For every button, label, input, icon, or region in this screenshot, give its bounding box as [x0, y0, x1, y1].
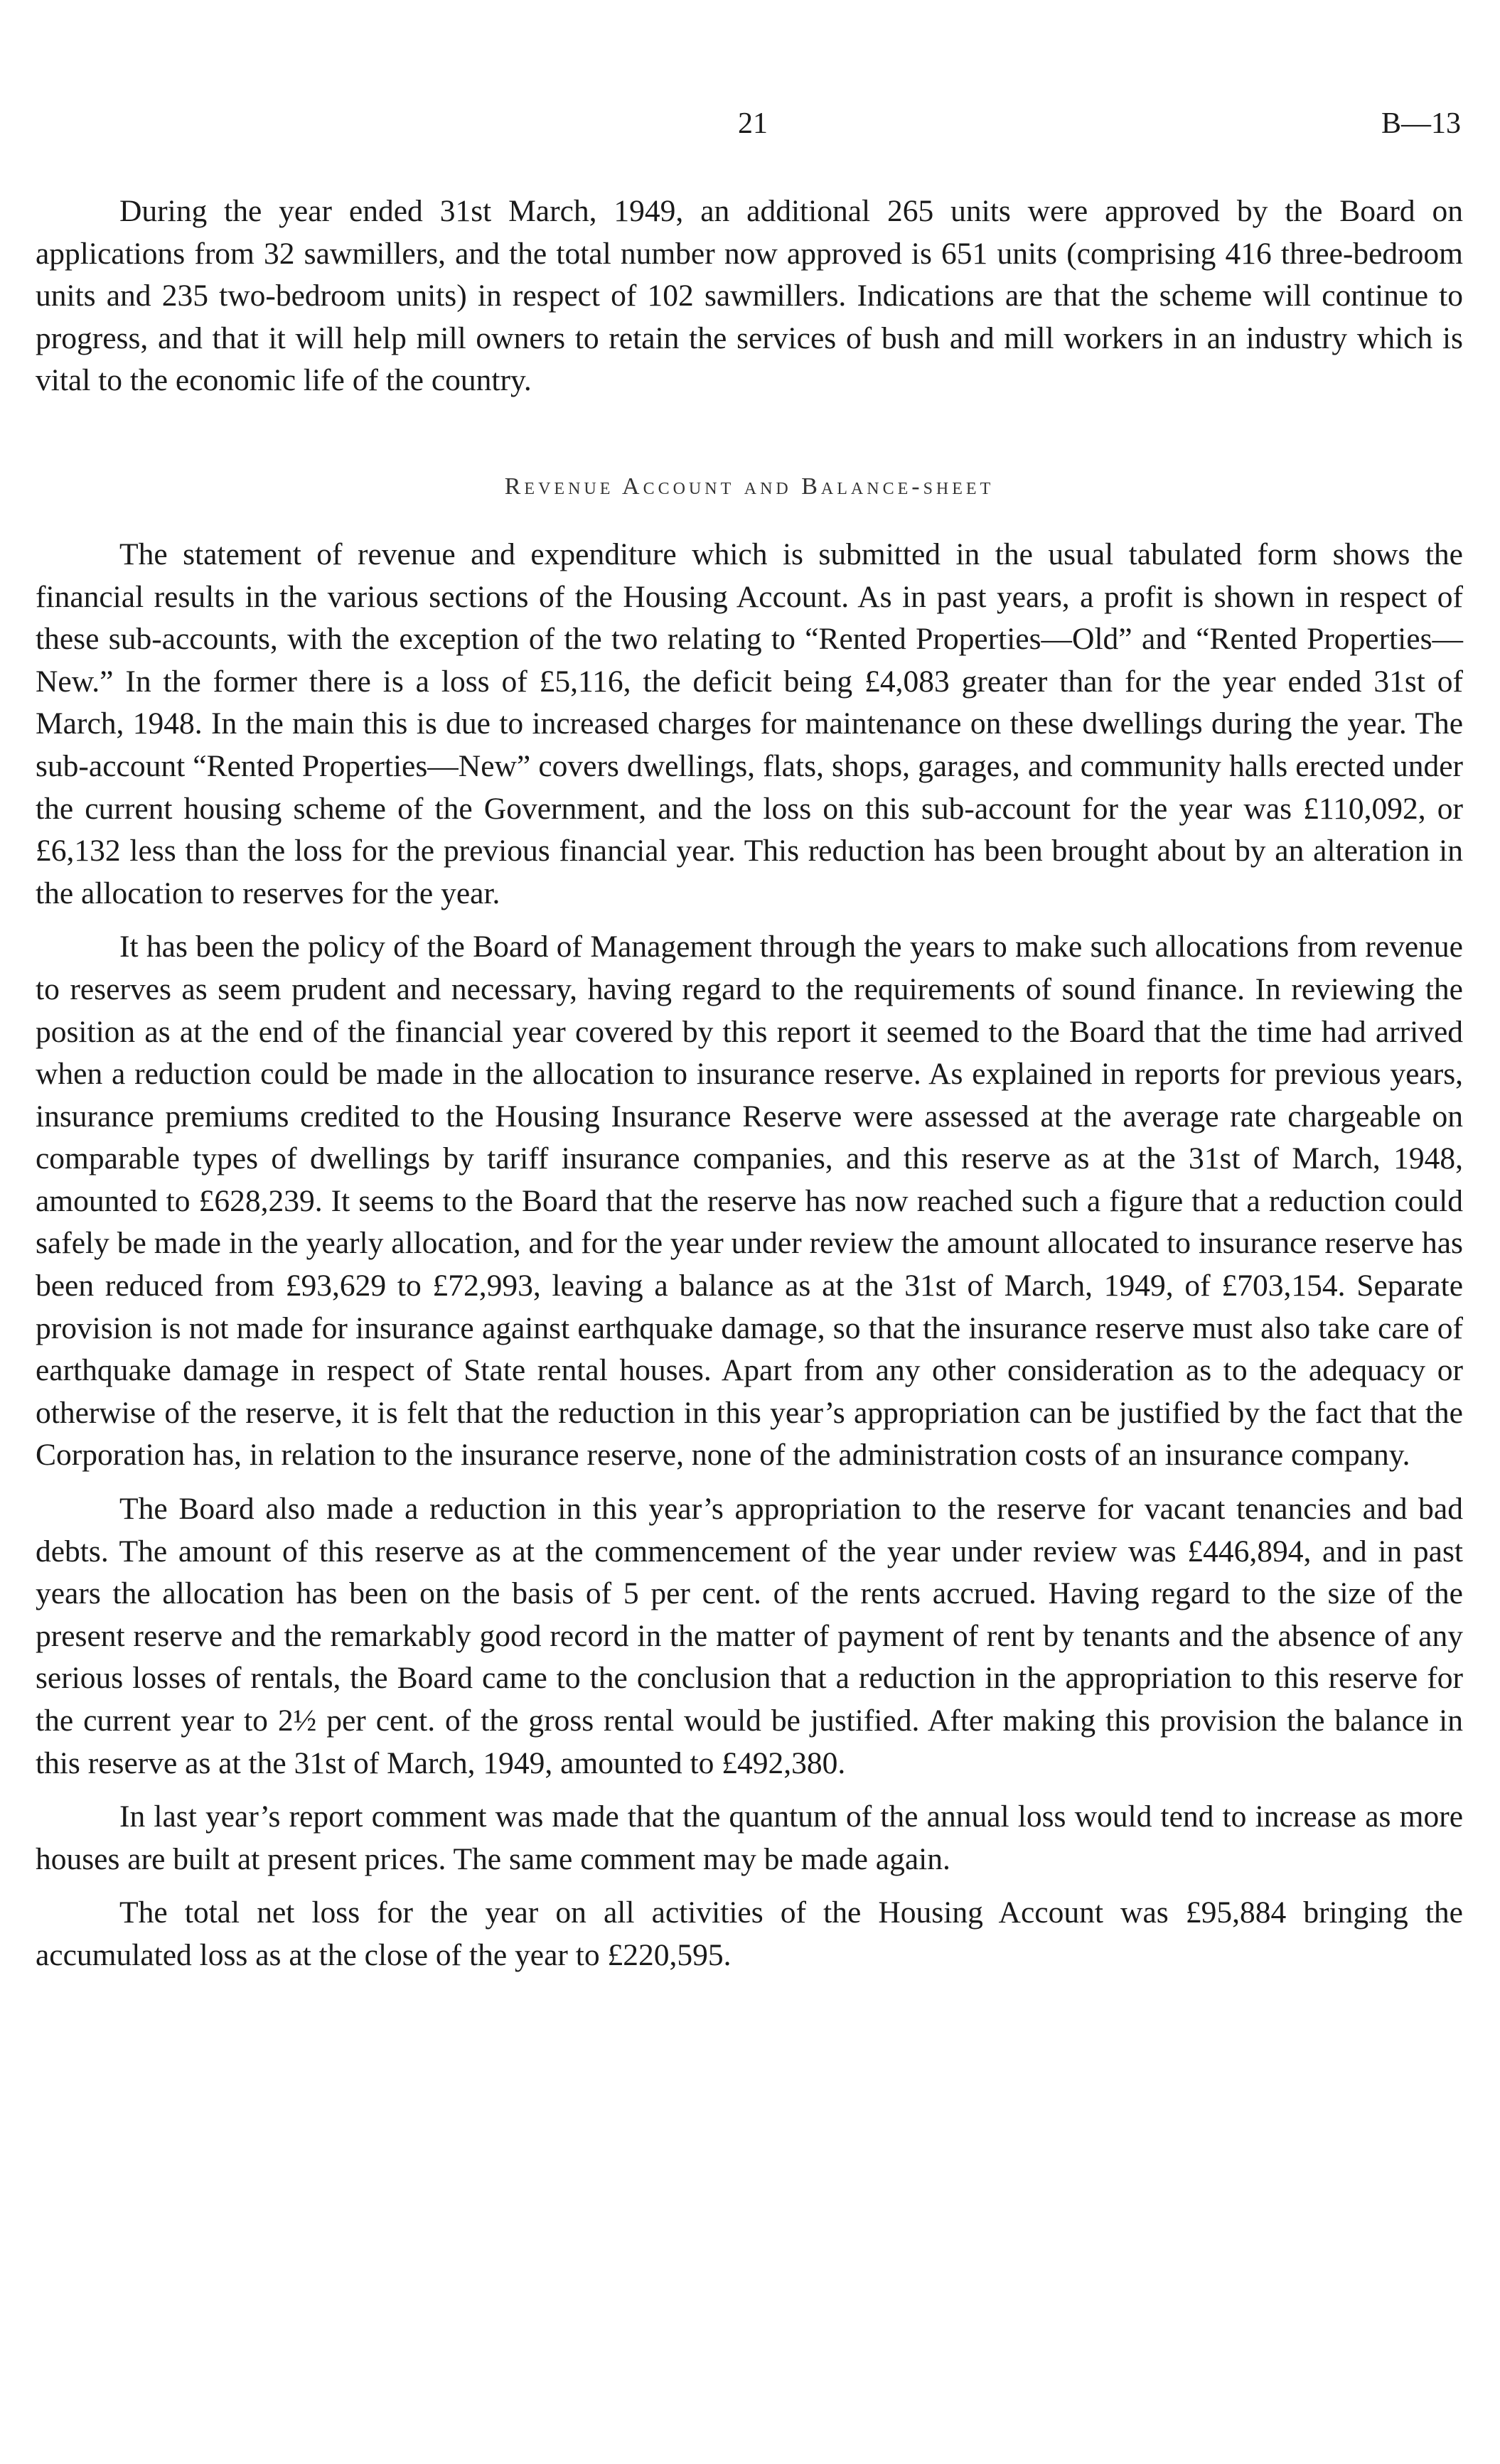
document-reference: B—13	[1381, 107, 1461, 140]
paragraph-total-net-loss: The total net loss for the year on all activities of the Housing Account was £95,884 bringing the accumulated loss as at the close of the year to £220,595.	[36, 1895, 1463, 1972]
paragraph-vacant-tenancies-reserve: The Board also made a reduction in this year’s appropriation to the reserve for vacant tenancies and bad debts. The amount of this reserve as at the commencement of the year under review was £446,894, and in past years the allocation has been on the basis of 5 per cent. of the rents accrued. Having regard to the size of the present reserve and the remarkably good record in the matter of payment of rent by tenants and the absence of any serious losses of rentals, the Board came to the conclusion that a reduction in the appropriation to this reserve for the current year to 2½ per cent. of the gross rental would be justified. After making this provision the balance in this reserve as at the 31st of March, 1949, amounted to £492,380.	[36, 1492, 1463, 1780]
section-heading: Revenue Account and Balance-sheet	[504, 473, 995, 500]
paragraph-sawmillers-housing: During the year ended 31st March, 1949, an additional 265 units were approved by the Board on applications from 32 sawmillers, and the total number now approved is 651 units (comprising 416 three-bedroom units and 235 two-bedroom units) in respect of 102 sawmillers. Indications are that the scheme will continue to progress, and that it will help mill owners to retain the services of bush and mill workers in an industry which is vital to the economic life of the country.	[36, 194, 1463, 398]
paragraph-insurance-reserve: It has been the policy of the Board of Management through the years to make such allocations from revenue to reserves as seem prudent and necessary, having regard to the requirements of sound finance. In reviewing the position as at the end of the financial year covered by this report it seemed to the Board that the time had arrived when a reduction could be made in the allocation to insurance reserve. As explained in reports for previous years, insurance premiums credited to the Housing Insurance Reserve were assessed at the average rate chargeable on comparable types of dwellings by tariff insurance companies, and this reserve as at the 31st of March, 1948, amounted to £628,239. It seems to the Board that the reserve has now reached such a figure that a reduction could safely be made in the yearly allocation, and for the year under review the amount allocated to insurance reserve has been reduced from £93,629 to £72,993, leaving a balance as at the 31st of March, 1949, of £703,154. Separate provision is not made for insurance against earthquake damage, so that the insurance reserve must also take care of earthquake damage in respect of State rental houses. Apart from any other consideration as to the adequacy or otherwise of the reserve, it is felt that the reduction in this year’s appropriation can be justified by the fact that the Corporation has, in relation to the insurance reserve, none of the administration costs of an insurance company.	[36, 930, 1463, 1473]
paragraph-annual-loss-comment: In last year’s report comment was made that the quantum of the annual loss would tend to increase as more houses are built at present prices. The same comment may be made again.	[36, 1799, 1463, 1876]
paragraph-revenue-statement: The statement of revenue and expenditure which is submitted in the usual tabulated form shows the financial results in the various sections of the Housing Account. As in past years, a profit is shown in respect of these sub-accounts, with the exception of the two relating to “Rented Properties—Old” and “Rented Properties—New.” In the former there is a loss of £5,116, the deficit being £4,083 greater than for the year ended 31st of March, 1948. In the main this is due to increased charges for maintenance on these dwellings during the year. The sub-account “Rented Properties—New” covers dwellings, flats, shops, garages, and community halls erected under the current housing scheme of the Government, and the loss on this sub-account for the year was £110,092, or £6,132 less than the loss for the previous financial year. This reduction has been brought about by an alteration in the allocation to reserves for the year.	[36, 537, 1463, 910]
page-body	[36, 190, 1463, 1977]
page-header	[0, 107, 1500, 149]
page-number: 21	[738, 107, 768, 140]
